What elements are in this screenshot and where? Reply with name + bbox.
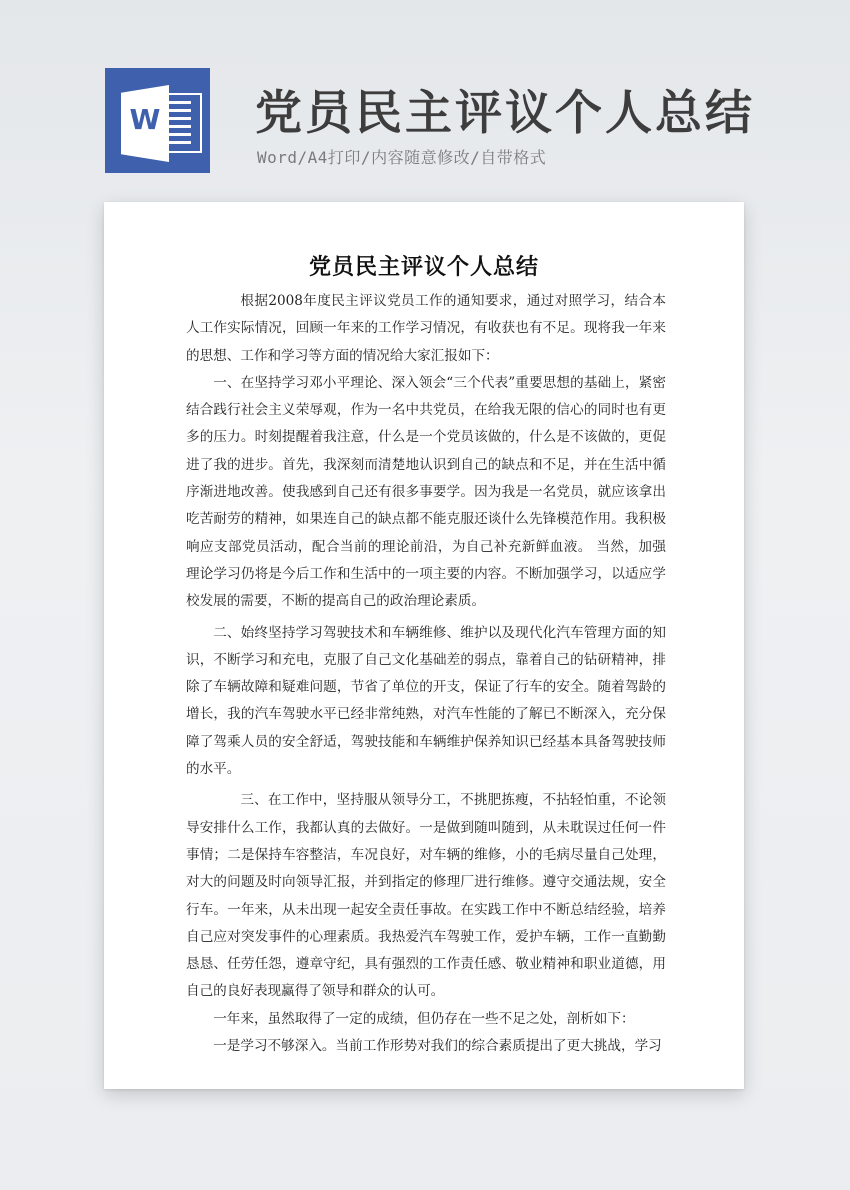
paragraph-intro: 根据2008年度民主评议党员工作的通知要求，通过对照学习，结合本人工作实际情况，回顾一年来的工作学习情况，有收获也有不足。现将我一年来的思想、工作和学习等方面的情况给大家汇报如下： — [186, 293, 666, 364]
document-title: 党员民主评议个人总结 — [308, 254, 539, 280]
paragraph-section-1: 一、在坚持学习邓小平理论、深入领会“三个代表”重要思想的基础上，紧密结合践行社会主义荣辱观，作为一名中共党员，在给我无限的信心的同时也有更多的压力。时刻提醒着我注意，什么是一个党员该做的，什么是不该做的，更促进了我的进步。首先，我深刻而清楚地认识到自己的缺点和不足，并在生活中循序渐进地改善。使我感到自己还有很多事要学。因为我是一名党员，就应该拿出吃苦耐劳的精神，如果连自己的缺点都不能克服还谈什么先锋模范作用。我积极响应支部党员活动，配合当前的理论前沿，为自己补充新鲜血液。 当然，加强理论学习仍将是今后工作和生活中的一项主要的内容。不断加强学习，以适应学校发展的需要，不断的提高自己的政治理论素质。 — [186, 374, 666, 610]
word-document-icon — [105, 68, 210, 173]
paragraph-section-3: 三、在工作中，坚持服从领导分工，不挑肥拣瘦，不拈轻怕重，不论领导安排什么工作，我都认真的去做好。一是做到随叫随到，从未耽误过任何一件事情；二是保持车容整洁，车况良好，对车辆的维修，小的毛病尽量自己处理，对大的问题及时向领导汇报，并到指定的修理厂进行维修。遵守交通法规，安全行车。一年来，从未出现一起安全责任事故。在实践工作中不断总结经验，培养自己应对突发事件的心理素质。我热爱汽车驾驶工作，爱护车辆，工作一直勤勤恳恳、任劳任怨，遵章守纪，具有强烈的工作责任感、敬业精神和职业道德，用自己的良好表现赢得了领导和群众的认可。 — [186, 792, 666, 1000]
word-w-letter: W — [129, 103, 161, 136]
paragraph-shortcoming-1: 一是学习不够深入。当前工作形势对我们的综合素质提出了更大挑战，学习 — [213, 1038, 662, 1055]
paragraph-shortcomings-intro: 一年来，虽然取得了一定的成绩，但仍存在一些不足之处，剖析如下： — [213, 1010, 635, 1027]
template-header — [0, 0, 850, 200]
document-body — [186, 288, 666, 1060]
document-page — [104, 202, 744, 1089]
template-subtitle: Word/A4打印/内容随意修改/自带格式 — [257, 148, 547, 167]
paragraph-section-2: 二、始终坚持学习驾驶技术和车辆维修、维护以及现代化汽车管理方面的知识，不断学习和充电，克服了自己文化基础差的弱点，靠着自己的钻研精神，排除了车辆故障和疑难问题，节省了单位的开支，保证了行车的安全。随着驾龄的增长，我的汽车驾驶水平已经非常纯熟，对汽车性能的了解已不断深入，充分保障了驾乘人员的安全舒适，驾驶技能和车辆维护保养知识已经基本具备驾驶技师的水平。 — [186, 624, 666, 778]
template-title: 党员民主评议个人总结 — [255, 86, 755, 141]
